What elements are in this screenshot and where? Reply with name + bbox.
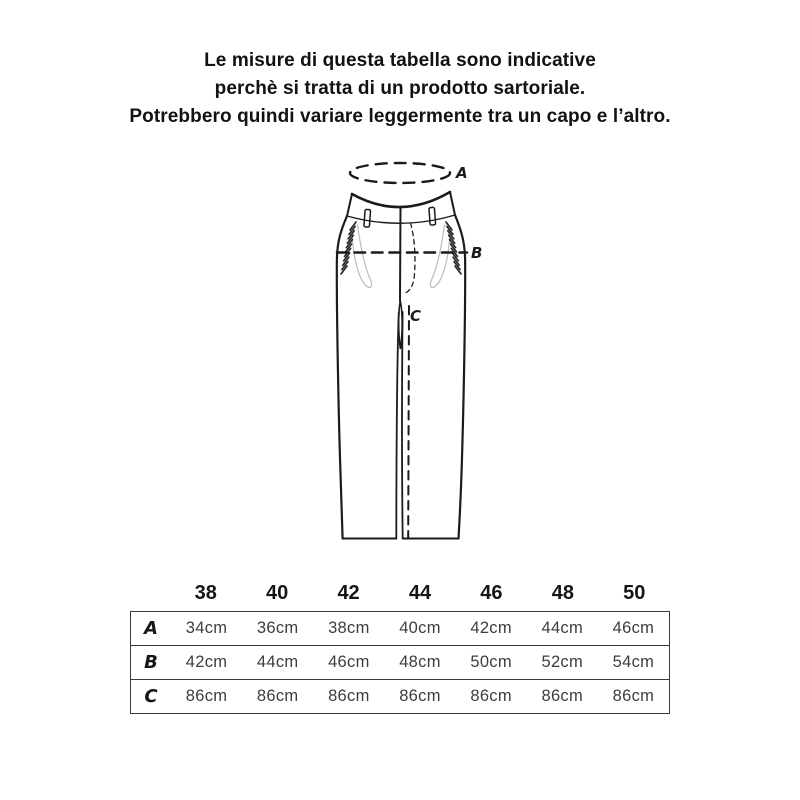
size-header-cell: 42 bbox=[337, 581, 360, 604]
value-cell: 42cm bbox=[185, 653, 228, 671]
value-cell: 44cm bbox=[256, 653, 299, 671]
value-cell: 50cm bbox=[470, 653, 512, 671]
measure-label-c: C bbox=[410, 307, 422, 325]
trousers-technical-drawing bbox=[300, 140, 520, 580]
disclaimer-line: Potrebbero quindi variare leggermente tra un capo e l’altro. bbox=[129, 106, 671, 127]
table-row bbox=[131, 645, 669, 679]
size-header-cell: 50 bbox=[623, 581, 646, 604]
size-header-row bbox=[130, 575, 670, 611]
value-cell: 42cm bbox=[470, 619, 512, 637]
value-cell: 48cm bbox=[399, 653, 441, 671]
value-cell: 86cm bbox=[612, 687, 655, 705]
value-cell: 38cm bbox=[328, 619, 370, 637]
value-cell: 86cm bbox=[256, 687, 299, 705]
disclaimer-line: perchè si tratta di un prodotto sartoriale. bbox=[214, 78, 586, 99]
center-front-seam bbox=[400, 208, 401, 301]
value-cell: 86cm bbox=[185, 687, 228, 705]
table-row bbox=[131, 612, 669, 645]
table-row bbox=[131, 679, 669, 713]
pocket-bag-right bbox=[430, 225, 449, 288]
belt-loop-left bbox=[364, 209, 371, 227]
value-cell: 36cm bbox=[256, 619, 299, 637]
pocket-bag-left bbox=[352, 225, 371, 288]
size-header-cell: 48 bbox=[551, 581, 574, 604]
value-cell: 52cm bbox=[541, 653, 584, 671]
belt-loop-right bbox=[429, 207, 436, 225]
value-cell: 86cm bbox=[399, 687, 441, 705]
crotch-seam bbox=[399, 301, 402, 349]
value-cell: 54cm bbox=[612, 653, 655, 671]
waist-measure-ellipse-a bbox=[350, 163, 450, 183]
value-cell: 46cm bbox=[328, 653, 370, 671]
value-cell: 40cm bbox=[399, 619, 441, 637]
size-table-body bbox=[130, 611, 670, 714]
row-label: B bbox=[144, 652, 158, 673]
value-cell: 44cm bbox=[541, 619, 584, 637]
measure-label-a: A bbox=[456, 164, 468, 182]
value-cell: 34cm bbox=[185, 619, 228, 637]
size-header-cell: 40 bbox=[266, 581, 289, 604]
size-header-cell: 44 bbox=[408, 581, 432, 604]
value-cell: 86cm bbox=[541, 687, 584, 705]
value-cell: 86cm bbox=[328, 687, 370, 705]
disclaimer bbox=[0, 47, 800, 131]
value-cell: 46cm bbox=[612, 619, 655, 637]
fly-stitch-line bbox=[406, 223, 415, 293]
size-table bbox=[130, 575, 670, 714]
row-label: A bbox=[144, 618, 158, 639]
value-cell: 86cm bbox=[470, 687, 512, 705]
measure-label-b: B bbox=[471, 244, 483, 262]
size-header-cell: 38 bbox=[194, 581, 217, 604]
row-label: C bbox=[144, 686, 158, 707]
disclaimer-line: Le misure di questa tabella sono indicative bbox=[204, 50, 596, 71]
size-header-cell: 46 bbox=[480, 581, 503, 604]
inseam-dash-line-c bbox=[408, 306, 409, 538]
